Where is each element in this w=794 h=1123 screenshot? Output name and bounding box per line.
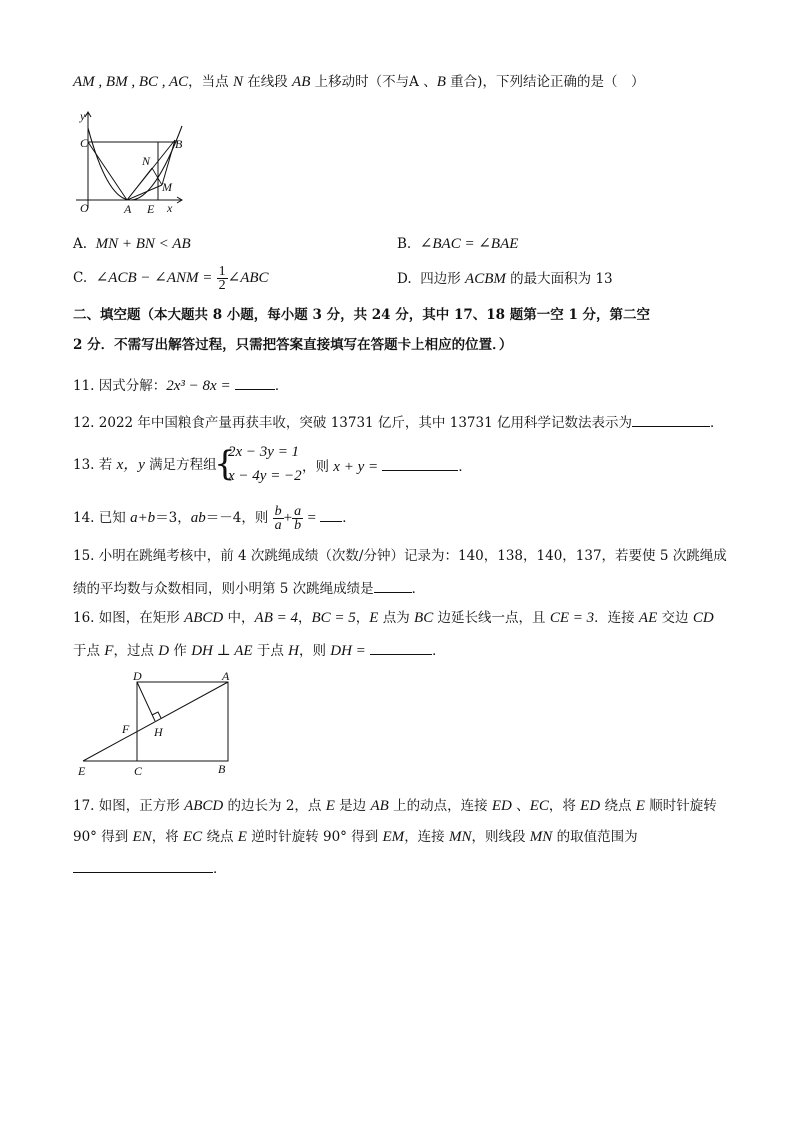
q10-option-C-fraction — [217, 265, 228, 292]
q17-l1-d: 上的动点，连接 — [388, 798, 492, 814]
q10-option-C-math1: ∠ACB − ∠ANM = — [95, 270, 213, 286]
q10-option-C-num: 1 — [218, 264, 226, 279]
q17-l2-m5: MN — [448, 829, 472, 845]
q16-l2-a: 于点 — [73, 643, 105, 659]
q17-end: ． — [213, 861, 227, 877]
q16-l1-m2: AB = 4 — [254, 610, 298, 626]
q16-l2-m4: H — [288, 643, 299, 659]
section2-header-line1: 二、填空题（本大题共 8 小题，每小题 3 分，共 24 分，其中 17、18 题第一空 1 分，第二空 — [73, 307, 651, 323]
q17-line3 — [73, 858, 227, 878]
q14-fraction1 — [273, 505, 284, 532]
q13-text2: 满足方程组 — [144, 457, 217, 473]
q16-label-F: F — [122, 722, 130, 736]
q16-l1-f: 边延长线一点，且 — [433, 610, 550, 626]
q13-brace: { — [214, 444, 236, 484]
q16-label-H: H — [154, 725, 163, 739]
q10-label-N: N — [142, 154, 151, 168]
q16-l1-m1: ABCD — [184, 610, 224, 626]
q17-l2-a: 90° 得到 — [73, 829, 133, 845]
q17-l2-m2: EC — [182, 829, 203, 845]
q16-l1-m3: BC = 5 — [311, 610, 356, 626]
q13-answer-blank[interactable] — [382, 456, 458, 471]
q15-end: ． — [411, 581, 426, 597]
q17-l2-b: ，将 — [151, 829, 183, 845]
q16-l1-m6: CE = 3 — [549, 610, 595, 626]
q10-label-E: E — [147, 202, 155, 216]
q14-end: ． — [342, 510, 356, 526]
q17-l2-f: ，则线段 — [471, 829, 530, 845]
q17-l1-e: 、 — [511, 798, 530, 814]
q12-text: 12. 2022 年中国粮食产量再获丰收，突破 13731 亿斤，其中 13731 亿用科学记数法表示为 — [73, 415, 632, 431]
q10-option-C-den: 2 — [218, 278, 226, 293]
q17-l1-m3: AB — [370, 798, 389, 814]
q11-text: 因式分解： — [98, 378, 167, 394]
q16-l2-e: ，则 — [298, 643, 331, 659]
q12-end: ． — [709, 415, 724, 431]
q10-stem-AB: AB — [292, 74, 311, 90]
q16-l2-d: 于点 — [252, 643, 289, 659]
q16-label-D: D — [133, 669, 142, 683]
q11-number: 11. — [73, 378, 99, 394]
q10-option-B-math: ∠BAC = ∠BAE — [419, 236, 519, 252]
q17-l1-b: 的边长为 2，点 — [223, 798, 326, 814]
q10-label-B: B — [175, 137, 183, 151]
q13-xy: x，y — [116, 457, 145, 473]
q13-text1: 13. 若 — [73, 457, 117, 473]
q16-l1-g: ．连接 — [594, 610, 639, 626]
q10-option-D-text1: 四边形 — [420, 271, 466, 287]
q10-stem-text2: 在线段 — [242, 74, 293, 90]
q15-line2 — [73, 578, 425, 598]
q16-l1-d: ， — [355, 610, 370, 626]
q17-l1-a: 17. 如图，正方形 — [73, 798, 185, 814]
q14-f1-num: b — [274, 504, 282, 519]
q16-l2-end: ． — [432, 643, 446, 659]
q10-stem-math: AM , BM , BC , AC — [73, 74, 189, 90]
q13 — [73, 456, 217, 474]
q11-math: 2x³ − 8x = — [166, 378, 231, 394]
q13-text3: ，则 — [302, 459, 334, 475]
q16-label-C: C — [134, 764, 143, 778]
q10-label-y: y — [80, 109, 86, 123]
q17-l1-h: 顺时针旋转 — [644, 798, 717, 814]
q17-l1-m1: ABCD — [184, 798, 224, 814]
section2-header-line2: 2 分．不需写出解答过程，只需把答案直接填写在答题卡上相应的位置．） — [73, 337, 513, 353]
q15-line1: 15. 小明在跳绳考核中，前 4 次跳绳成绩（次数/分钟）记录为：140，138，140，137，若要使 5 次跳绳成 — [73, 548, 727, 564]
q10-stem-N: N — [232, 74, 243, 90]
q10-stem-text1: ，当点 — [188, 74, 233, 90]
q10-figure — [72, 108, 192, 220]
q17-answer-blank[interactable] — [73, 858, 213, 873]
q10-option-D-math: ACBM — [465, 271, 506, 287]
q10-stem-B: B — [436, 74, 446, 90]
q17-l1-g: 绕点 — [600, 798, 636, 814]
q14-text2: ＝3， — [155, 510, 191, 526]
q10-stem — [73, 73, 644, 91]
q10-option-B-label: B. — [397, 236, 412, 252]
q12 — [73, 412, 723, 432]
q10-stem-text4: 重合)，下列结论正确的是（ ） — [445, 74, 645, 90]
q16-rectangle-ABCD — [137, 682, 228, 761]
q17-l1-m5: EC — [529, 798, 549, 814]
q14-cond1: a+b — [130, 510, 156, 526]
q10-option-C — [73, 261, 269, 295]
q12-answer-blank[interactable] — [632, 412, 710, 427]
q16-l1-b: 中， — [223, 610, 255, 626]
q10-option-C-math2: ∠ABC — [227, 270, 269, 286]
q16-label-A: A — [222, 669, 230, 683]
q13-math: x + y = — [333, 459, 379, 475]
q14-text3: ＝－4，则 — [205, 510, 273, 526]
q17-line1 — [73, 797, 717, 815]
q17-l2-m4: EM — [382, 829, 405, 845]
q14-fraction2 — [292, 505, 303, 532]
q10-option-D — [397, 270, 613, 288]
q14-answer-blank[interactable] — [320, 507, 342, 522]
q16-l2-m3: DH ⊥ AE — [191, 643, 253, 659]
q17-l1-f: ，将 — [548, 798, 581, 814]
q10-label-A: A — [124, 202, 132, 216]
q16-l2-m5: DH = — [330, 643, 366, 659]
q10-label-C: C — [80, 136, 89, 150]
q16-segment-AE — [83, 682, 228, 761]
q10-option-D-text2: 的最大面积为 13 — [505, 271, 613, 287]
q17-l1-m6: ED — [580, 798, 601, 814]
q10-option-C-label: C. — [73, 270, 88, 286]
q16-l1-m5: BC — [414, 610, 434, 626]
q10-option-D-label: D. — [397, 271, 412, 287]
q16-l1-c: ， — [297, 610, 312, 626]
q17-l1-c: 是边 — [334, 798, 371, 814]
q14-eq: = — [307, 510, 316, 526]
q14-f2-den: b — [294, 518, 302, 533]
q10-label-O: O — [80, 201, 89, 215]
q15-line2-text: 绩的平均数与众数相同，则小明第 5 次跳绳成绩是 — [73, 581, 374, 597]
q14-f2-num: a — [294, 504, 302, 519]
q11-answer-blank[interactable] — [235, 375, 275, 390]
q17-l2-g: 的取值范围为 — [552, 829, 638, 845]
q14-cond2: ab — [190, 510, 206, 526]
q17-l2-e: ，连接 — [404, 829, 449, 845]
q16-figure — [72, 668, 242, 780]
q14-text1: 14. 已知 — [73, 510, 131, 526]
q16-label-E: E — [78, 764, 86, 778]
q14 — [73, 500, 356, 536]
q10-label-M: M — [162, 180, 172, 194]
q16-l1-m7: AE — [638, 610, 658, 626]
q13-tail — [302, 456, 472, 476]
q15-answer-blank[interactable] — [374, 578, 412, 593]
q17-l1-m7: E — [635, 798, 645, 814]
q16-l2-m1: F — [104, 643, 114, 659]
q16-l1-a: 16. 如图，在矩形 — [73, 610, 185, 626]
q17-line2 — [73, 828, 638, 846]
q10-option-A — [73, 235, 191, 253]
q10-option-A-label: A. — [73, 236, 88, 252]
q16-l1-m4: E — [369, 610, 379, 626]
q10-option-B — [397, 235, 518, 253]
q17-l2-c: 绕点 — [202, 829, 238, 845]
q14-f1-den: a — [274, 518, 282, 533]
q16-line2 — [73, 640, 446, 660]
q16-l1-m8: CD — [692, 610, 714, 626]
q16-l1-h: 交边 — [657, 610, 693, 626]
q14-plus: + — [283, 510, 293, 526]
q10-label-x: x — [167, 201, 173, 215]
q17-l2-m6: MN — [529, 829, 553, 845]
q10-stem-text3: 上移动时（不与A 、 — [310, 74, 437, 90]
q17-l1-m4: ED — [491, 798, 512, 814]
q17-l1-m2: E — [325, 798, 335, 814]
q10-option-A-math: MN + BN < AB — [95, 236, 191, 252]
q13-end: ． — [458, 459, 472, 475]
q16-l1-e: 点为 — [378, 610, 415, 626]
q11-end: ． — [274, 378, 289, 394]
q16-answer-blank[interactable] — [370, 640, 432, 655]
q13-eq1: 2x − 3y = 1 — [228, 444, 300, 460]
q16-l2-b: ，过点 — [113, 643, 159, 659]
q17-l2-d: 逆时针旋转 90° 得到 — [246, 829, 383, 845]
q17-l2-m3: E — [237, 829, 247, 845]
q16-label-B: B — [218, 762, 226, 776]
q13-eq2: x − 4y = −2 — [228, 468, 302, 484]
q17-l2-m1: EN — [132, 829, 152, 845]
q11 — [73, 375, 288, 395]
q16-l2-m2: D — [158, 643, 170, 659]
q16-l2-c: 作 — [169, 643, 192, 659]
q16-line1 — [73, 609, 714, 627]
